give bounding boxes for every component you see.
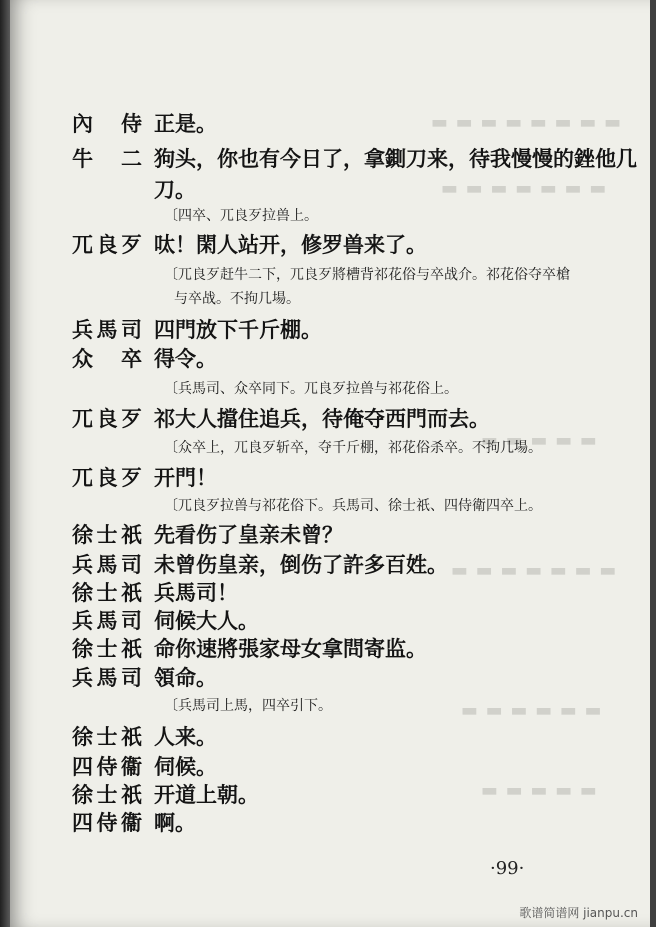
bleed-through-text: ▬ ▬ ▬ ▬ ▬ ▬ ▬ ▬	[430, 112, 622, 133]
stage-direction: 〔兀良歹拉兽与祁花俗下。兵馬司、徐士祇、四侍衛四卒上。	[164, 498, 542, 514]
site-watermark: 歌谱简谱网 jianpu.cn	[519, 906, 638, 920]
speaker-label: 兵馬司	[72, 665, 142, 690]
dialogue-text: 正是。	[154, 111, 217, 136]
bleed-through-text: ▬ ▬ ▬ ▬ ▬ ▬ ▬	[440, 178, 607, 199]
dialogue-text: 四門放下千斤棚。	[154, 317, 322, 342]
bleed-through-text: ▬ ▬ ▬ ▬ ▬ ▬	[460, 700, 602, 721]
dialogue-text: 狗头，你也有今日了，拿鍘刀来，待我慢慢的銼他几	[154, 146, 637, 171]
bleed-through-text: ▬ ▬ ▬ ▬ ▬	[480, 430, 597, 451]
speaker-label: 徐士祇	[72, 724, 142, 749]
speaker-label: 徐士祇	[72, 580, 142, 605]
stage-direction: 〔兀良歹赶牛二下，兀良歹將槽背祁花俗与卒战介。祁花俗夺卒槍	[164, 267, 570, 283]
bleed-through-text: ▬ ▬ ▬ ▬ ▬	[480, 780, 597, 801]
page-number: ·99·	[490, 858, 525, 879]
speaker-label: 內 侍	[72, 111, 142, 136]
speaker-label: 徐士祇	[72, 782, 142, 807]
speaker-label: 兀良歹	[72, 232, 142, 257]
stage-direction: 〔四卒、兀良歹拉兽上。	[164, 208, 318, 224]
book-gutter	[0, 0, 10, 927]
speaker-label: 徐士祇	[72, 636, 142, 661]
speaker-label: 兵馬司	[72, 317, 142, 342]
bleed-through-text: ▬ ▬ ▬ ▬ ▬ ▬ ▬	[450, 560, 617, 581]
speaker-label: 众 卒	[72, 346, 142, 371]
stage-direction: 〔兵馬司上馬，四卒引下。	[164, 698, 332, 714]
dialogue-continuation: 刀。	[154, 177, 196, 202]
speaker-label: 兵馬司	[72, 608, 142, 633]
dialogue-text: 伺候大人。	[154, 608, 259, 633]
dialogue-text: 啊。	[154, 810, 196, 835]
dialogue-text: 領命。	[154, 665, 217, 690]
dialogue-text: 祁大人擋住追兵，待俺夺西門而去。	[154, 406, 490, 431]
speaker-label: 四侍衞	[72, 754, 142, 779]
stage-direction-continuation: 与卒战。不拘几場。	[174, 291, 300, 307]
speaker-label: 兀良歹	[72, 406, 142, 431]
dialogue-text: 伺候。	[154, 754, 217, 779]
speaker-label: 牛 二	[72, 146, 142, 171]
dialogue-text: 开道上朝。	[154, 782, 259, 807]
dialogue-text: 开門！	[154, 465, 217, 490]
speaker-label: 兵馬司	[72, 552, 142, 577]
speaker-label: 兀良歹	[72, 465, 142, 490]
dialogue-text: 未曾伤皇亲，倒伤了許多百姓。	[154, 552, 448, 577]
stage-direction: 〔兵馬司、众卒同下。兀良歹拉兽与祁花俗上。	[164, 381, 458, 397]
speaker-label: 四侍衞	[72, 810, 142, 835]
dialogue-text: 命你速將張家母女拿問寄监。	[154, 636, 427, 661]
dialogue-text: 先看伤了皇亲未曾？	[154, 522, 343, 547]
dialogue-text: 兵馬司！	[154, 580, 238, 605]
book-page	[10, 0, 650, 927]
stage-direction: 〔众卒上，兀良歹斩卒，夺千斤棚，祁花俗杀卒。不拘几場。	[164, 440, 542, 456]
dialogue-text: 呔！閑人站开，修罗兽来了。	[154, 232, 427, 257]
speaker-label: 徐士祇	[72, 522, 142, 547]
dialogue-text: 人来。	[154, 724, 217, 749]
dialogue-text: 得令。	[154, 346, 217, 371]
